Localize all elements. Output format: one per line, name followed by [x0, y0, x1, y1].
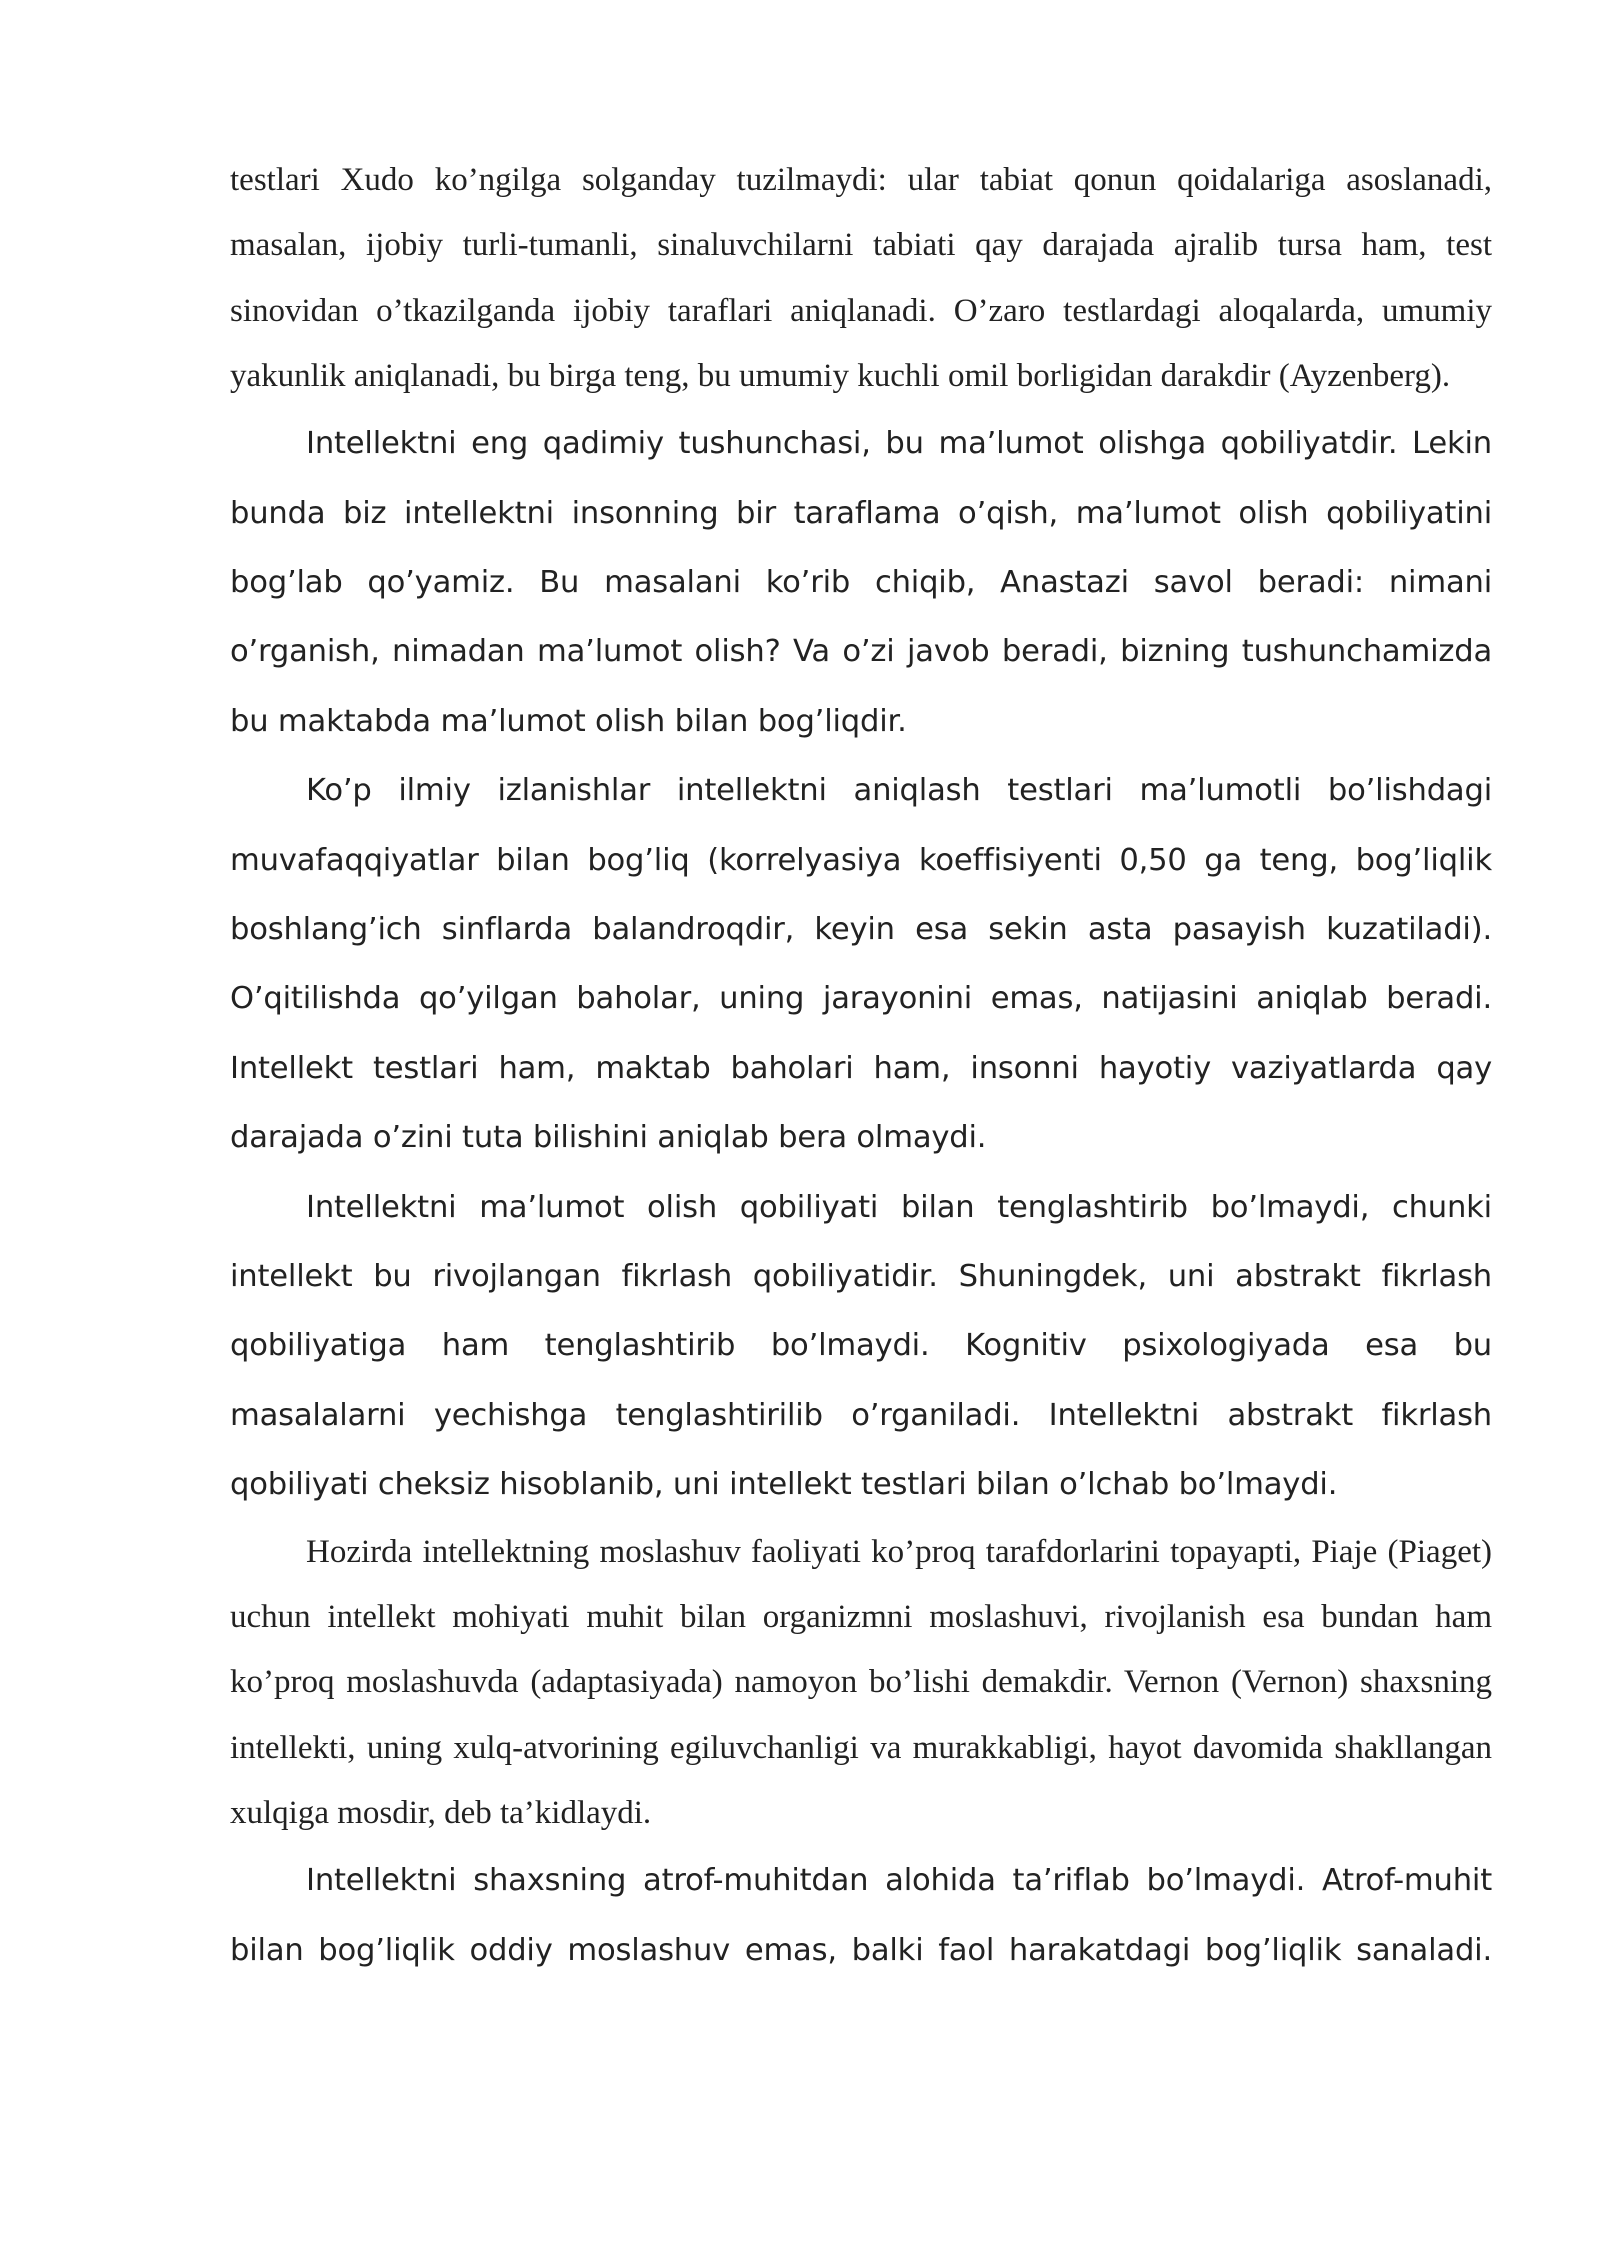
paragraph-6: Intellektni shaxsning atrof-muhitdan alohida ta’riflab bo’lmaydi. Atrof-muhit bilan bog’liqlik oddiy moslashuv emas, balki faol harakatdagi bog’liqlik sanaladi. — [230, 1863, 1492, 1968]
paragraph-2: Intellektni eng qadimiy tushunchasi, bu ma’lumot olishga qobiliyatdir. Lekin bunda biz intellektni insonning bir taraflama o’qish, ma’lumot olish qobiliyatini bog’lab qo’yamiz. Bu masalani ko’rib chiqib, Anastazi savol beradi: nimani o’rganish, nimadan ma’lumot olish? Va o’zi javob beradi, bizning tushunchamizda bu maktabda ma’lumot olish bilan bog’liqdir. — [230, 426, 1492, 739]
paragraph-1: testlari Xudo ko’ngilga solganday tuzilmaydi: ular tabiat qonun qoidalariga asoslanadi, masalan, ijobiy turli-tumanli, sinaluvchilarni tabiati qay darajada ajralib tursa ham, test sinovidan o’tkazilganda ijobiy taraflari aniqlanadi. O’zaro testlardagi aloqalarda, umumiy yakunlik aniqlanadi, bu birga teng, bu umumiy kuchli omil borligidan darakdir (Ayzenberg). — [230, 162, 1492, 394]
paragraph-5: Hozirda intellektning moslashuv faoliyati ko’proq tarafdorlarini topayapti, Piaje (Piaget) uchun intellekt mohiyati muhit bilan organizmni moslashuvi, rivojlanish esa bundan ham ko’proq moslashuvda (adaptasiyada) namoyon bo’lishi demakdir. Vernon (Vernon) shaxsning intellekti, uning xulq-atvorining egiluvchanligi va murakkabligi, hayot davomida shakllangan xulqiga mosdir, deb ta’kidlaydi. — [230, 1533, 1492, 1831]
paragraph-3: Ko’p ilmiy izlanishlar intellektni aniqlash testlari ma’lumotli bo’lishdagi muvafaqqiyatlar bilan bog’liq (korrelyasiya koeffisiyenti 0,50 ga teng, bog’liqlik boshlang’ich sinflarda balandroqdir, keyin esa sekin asta pasayish kuzatiladi). O’qitilishda qo’yilgan baholar, uning jarayonini emas, natijasini aniqlab beradi. Intellekt testlari ham, maktab baholari ham, insonni hayotiy vaziyatlarda qay darajada o’zini tuta bilishini aniqlab bera olmaydi. — [230, 773, 1492, 1156]
document-body — [230, 148, 1492, 1985]
paragraph-4: Intellektni ma’lumot olish qobiliyati bilan tenglashtirib bo’lmaydi, chunki intellekt bu rivojlangan fikrlash qobiliyatidir. Shuningdek, uni abstrakt fikrlash qobiliyatiga ham tenglashtirib bo’lmaydi. Kognitiv psixologiyada esa bu masalalarni yechishga tenglashtirilib o’rganiladi. Intellektni abstrakt fikrlash qobiliyati cheksiz hisoblanib, uni intellekt testlari bilan o’lchab bo’lmaydi. — [230, 1189, 1492, 1503]
